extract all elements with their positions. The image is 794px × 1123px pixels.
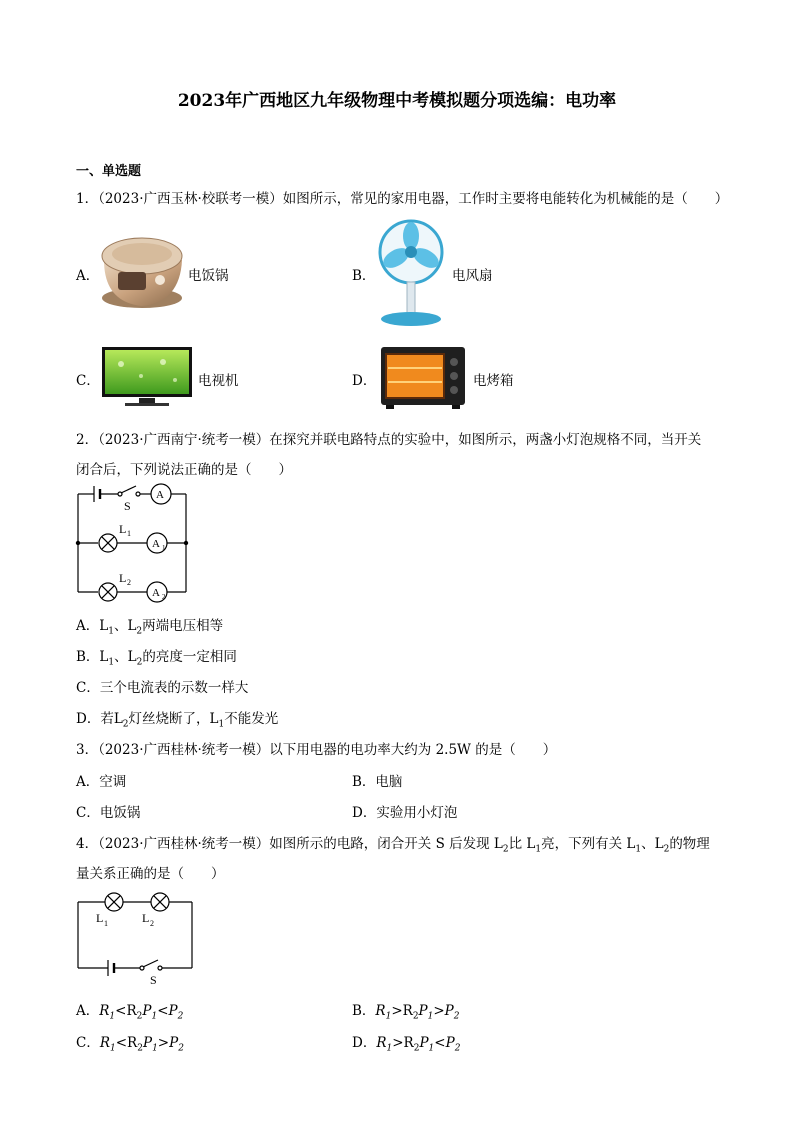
q4b-n2: 2 <box>412 1011 419 1022</box>
q4c-rel2: >P <box>157 1035 179 1051</box>
q4c-n3: 1 <box>152 1043 158 1054</box>
series-circuit-diagram <box>74 888 198 984</box>
q4a-rel2: <P <box>157 1003 178 1019</box>
q4a-letter: A． <box>76 1003 100 1019</box>
q4b-n3: 1 <box>427 1011 434 1022</box>
q2-option-d-letter: D． <box>76 711 101 727</box>
q2b-p4: 的亮度一定相同 <box>142 649 237 665</box>
q4d-n3: 1 <box>428 1043 435 1054</box>
q4-lamp1-label: L <box>96 911 104 925</box>
section-heading: 一、单选题 <box>76 164 142 179</box>
q1-option-d-label: 电烤箱 <box>473 373 514 389</box>
parallel-circuit-diagram <box>74 480 194 604</box>
question-2-stem-line2: 闭合后，下列说法正确的是（ ） <box>76 462 292 478</box>
q3-option-d <box>352 801 457 821</box>
q4b-letter: B． <box>352 1003 376 1019</box>
q2-option-b-letter: B． <box>76 649 100 665</box>
q4-lamp1-sub: 1 <box>104 919 108 928</box>
q2a-p0: L <box>99 618 109 634</box>
q2b-p0: L <box>99 649 109 665</box>
q2b-p3: 2 <box>136 657 143 668</box>
q2-switch-label: S <box>124 499 131 513</box>
q4-s5: 1 <box>635 844 642 855</box>
q4-option-b <box>352 999 460 1022</box>
q2-lamp1-label: L <box>119 522 127 536</box>
q4b-rel1: >R <box>391 1003 413 1019</box>
q3-option-a-letter: A． <box>76 774 100 790</box>
q2b-p1: 1 <box>108 657 115 668</box>
q2-ammeter1-label: A <box>152 538 160 550</box>
q4d-n2: 2 <box>413 1043 420 1054</box>
q2d-p0: 若L <box>100 711 123 727</box>
q3-option-b <box>352 770 402 790</box>
q2-lamp2-sub: 2 <box>127 578 131 587</box>
q2-option-b <box>76 645 237 668</box>
q2-lamp1-sub: 1 <box>127 529 131 538</box>
q4b-p: P <box>418 1003 428 1019</box>
q1-option-a-label: 电饭锅 <box>188 268 229 284</box>
q2-option-c-text: 三个电流表的示数一样大 <box>99 680 249 696</box>
q4a-n2: 2 <box>136 1011 143 1022</box>
electric-fan-icon <box>378 218 444 328</box>
q2a-p3: 2 <box>136 626 143 637</box>
q4d-rel1: >R <box>392 1035 414 1051</box>
question-4-stem-line2: 量关系正确的是（ ） <box>76 866 225 882</box>
q3-option-a-text: 空调 <box>99 774 127 790</box>
q4c-n2: 2 <box>137 1043 143 1054</box>
q4a-n4: 2 <box>177 1011 184 1022</box>
q4-lamp2-sub: 2 <box>150 919 154 928</box>
q4d-n1: 1 <box>386 1043 393 1054</box>
q3-option-c-text: 电饭锅 <box>99 805 141 821</box>
q2-ammeter2-label: A <box>152 587 160 599</box>
q4-option-d <box>352 1031 460 1054</box>
q4-s8: 的物理 <box>669 836 710 852</box>
q2-lamp2-label: L <box>119 571 127 585</box>
question-3-stem: 3．（2023·广西桂林·统考一模）以下用电器的电功率大约为 2.5W 的是（ ） <box>76 742 557 758</box>
q2-option-d <box>76 707 278 730</box>
q2-option-c-letter: C． <box>76 680 100 696</box>
q2-option-c <box>76 676 248 696</box>
q4-s7: 2 <box>663 844 670 855</box>
q3-option-c-letter: C． <box>76 805 100 821</box>
q3-option-d-letter: D． <box>352 805 377 821</box>
q2b-p2: 、L <box>114 649 137 665</box>
q4c-r: R <box>99 1035 111 1051</box>
q4a-rel1: <R <box>115 1003 137 1019</box>
q4b-n1: 1 <box>385 1011 392 1022</box>
q4a-n3: 1 <box>151 1011 158 1022</box>
q4-s2: 比 L <box>508 836 536 852</box>
q4-s3: 1 <box>535 844 542 855</box>
q2-ammeter-label: A <box>156 489 164 501</box>
q2d-p3: 1 <box>218 719 225 730</box>
q4c-n1: 1 <box>110 1043 116 1054</box>
q4a-n1: 1 <box>109 1011 116 1022</box>
q3-option-c <box>76 801 140 821</box>
electric-oven-icon <box>380 346 466 410</box>
question-1-stem: 1．（2023·广西玉林·校联考一模）如图所示，常见的家用电器，工作时主要将电能转化为机械能的是（ ） <box>76 191 729 207</box>
q2-ammeter2-sub: 2 <box>162 593 166 601</box>
television-icon <box>101 346 193 410</box>
q2d-p4: 不能发光 <box>224 711 279 727</box>
q4a-r: R <box>99 1003 110 1019</box>
q4b-n4: 2 <box>453 1011 460 1022</box>
q1-option-b-letter: B． <box>352 268 376 284</box>
q2d-p1: 2 <box>122 719 129 730</box>
q4c-rel1: <R <box>115 1035 138 1051</box>
q3-option-d-text: 实验用小灯泡 <box>376 805 458 821</box>
q4d-n4: 2 <box>454 1043 461 1054</box>
q4b-rel2: >P <box>433 1003 454 1019</box>
rice-cooker-icon <box>98 232 186 310</box>
q4-option-c <box>76 1031 184 1054</box>
q1-option-b-label: 电风扇 <box>452 268 493 284</box>
page-title: 2023年广西地区九年级物理中考模拟题分项选编：电功率 <box>177 91 617 111</box>
q3-option-b-letter: B． <box>352 774 376 790</box>
question-4-stem-line1 <box>76 832 710 855</box>
q1-option-a-letter: A． <box>76 268 100 284</box>
q4d-letter: D． <box>352 1035 377 1051</box>
q4-option-a <box>76 999 183 1022</box>
q3-option-a <box>76 770 126 790</box>
q4c-n4: 2 <box>178 1043 184 1054</box>
q4d-p: P <box>419 1035 429 1051</box>
q2-option-a <box>76 614 223 637</box>
q3-option-b-text: 电脑 <box>375 774 403 790</box>
q4c-p: P <box>142 1035 153 1051</box>
q1-option-c-label: 电视机 <box>198 373 239 389</box>
q4-s0: 4．（2023·广西桂林·统考一模）如图所示的电路，闭合开关 S 后发现 L <box>76 836 503 852</box>
q4d-r: R <box>376 1035 387 1051</box>
q4-lamp2-label: L <box>142 911 150 925</box>
q1-option-d-letter: D． <box>352 373 377 389</box>
q4-s6: 、L <box>641 836 664 852</box>
q4d-rel2: <P <box>434 1035 455 1051</box>
q2d-p2: 灯丝烧断了，L <box>128 711 219 727</box>
q2a-p4: 两端电压相等 <box>142 618 224 634</box>
q4c-letter: C． <box>76 1035 100 1051</box>
q4-s1: 2 <box>502 844 509 855</box>
q4-s4: 亮，下列有关 L <box>541 836 636 852</box>
q2-ammeter1-sub: 1 <box>162 544 166 552</box>
q1-option-c-letter: C． <box>76 373 100 389</box>
q4a-p: P <box>142 1003 152 1019</box>
question-2-stem-line1: 2．（2023·广西南宁·统考一模）在探究并联电路特点的实验中，如图所示，两盏小灯泡规格不同，当开关 <box>76 432 702 448</box>
q2a-p2: 、L <box>113 618 137 634</box>
q2-option-a-letter: A． <box>76 618 100 634</box>
q2a-p1: 1 <box>108 626 114 637</box>
q4b-r: R <box>375 1003 386 1019</box>
q4-switch-label: S <box>150 973 157 984</box>
